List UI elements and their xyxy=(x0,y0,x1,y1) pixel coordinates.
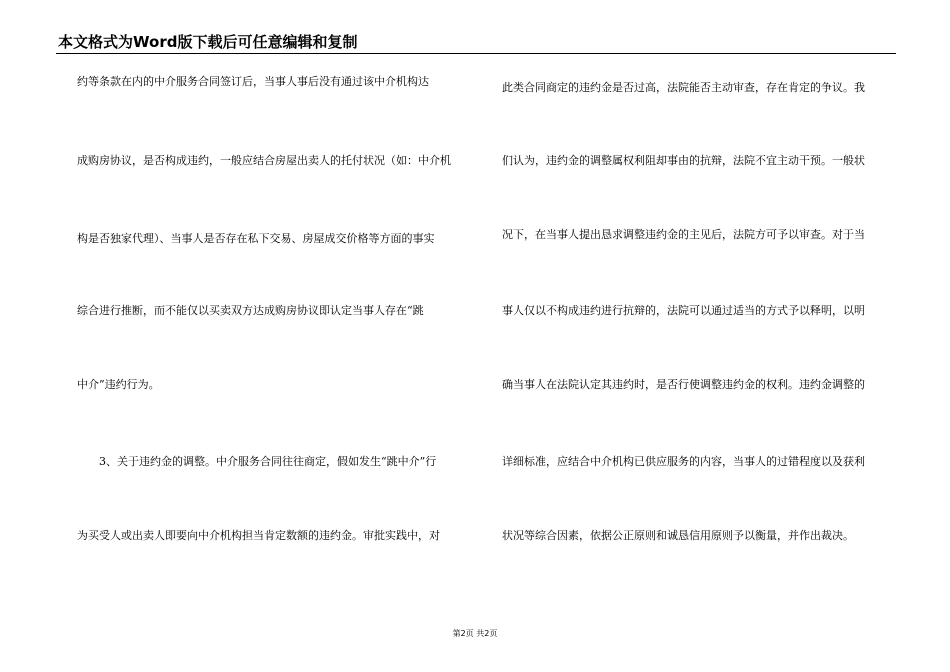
text-line: 约等条款在内的中介服务合同签订后，当事人事后没有通过该中介机构达 xyxy=(77,75,429,88)
page-indicator: 第2页 共2页 xyxy=(452,629,498,638)
text-line: 综合进行推断，而不能仅以买卖双方达成购房协议即认定当事人存在“跳 xyxy=(77,304,424,317)
text-line: 中介”违约行为。 xyxy=(77,378,160,391)
text-line: 为买受人或出卖人即要向中介机构担当肯定数额的违约金。审批实践中，对 xyxy=(77,529,440,542)
text-line: 构是否独家代理）、当事人是否存在私下交易、房屋成交价格等方面的事实 xyxy=(77,232,435,245)
text-line: 状况等综合因素，依据公正原则和诚恳信用原则予以衡量，并作出裁决。 xyxy=(502,529,854,542)
document-header-title: 本文格式为Word版下载后可任意编辑和复制 xyxy=(58,33,358,51)
text-line: 成购房协议，是否构成违约，一般应结合房屋出卖人的托付状况（如：中介机 xyxy=(77,154,451,167)
text-line: 确当事人在法院认定其违约时，是否行使调整违约金的权利。违约金调整的 xyxy=(502,378,865,391)
header-divider xyxy=(56,53,896,54)
text-line: 事人仅以不构成违约进行抗辩的，法院可以通过适当的方式予以释明，以明 xyxy=(502,304,865,317)
text-line: 此类合同商定的违约金是否过高，法院能否主动审查，存在肯定的争议。我 xyxy=(502,81,865,94)
text-line: 3、关于违约金的调整。中介服务合同往往商定，假如发生“跳中介”行 xyxy=(77,455,437,468)
text-line: 详细标准，应结合中介机构已供应服务的内容，当事人的过错程度以及获利 xyxy=(502,455,865,468)
text-line: 况下，在当事人提出恳求调整违约金的主见后，法院方可予以审查。对于当 xyxy=(502,228,865,241)
text-line: 们认为，违约金的调整属权利阻却事由的抗辩，法院不宜主动干预。一般状 xyxy=(502,154,865,167)
